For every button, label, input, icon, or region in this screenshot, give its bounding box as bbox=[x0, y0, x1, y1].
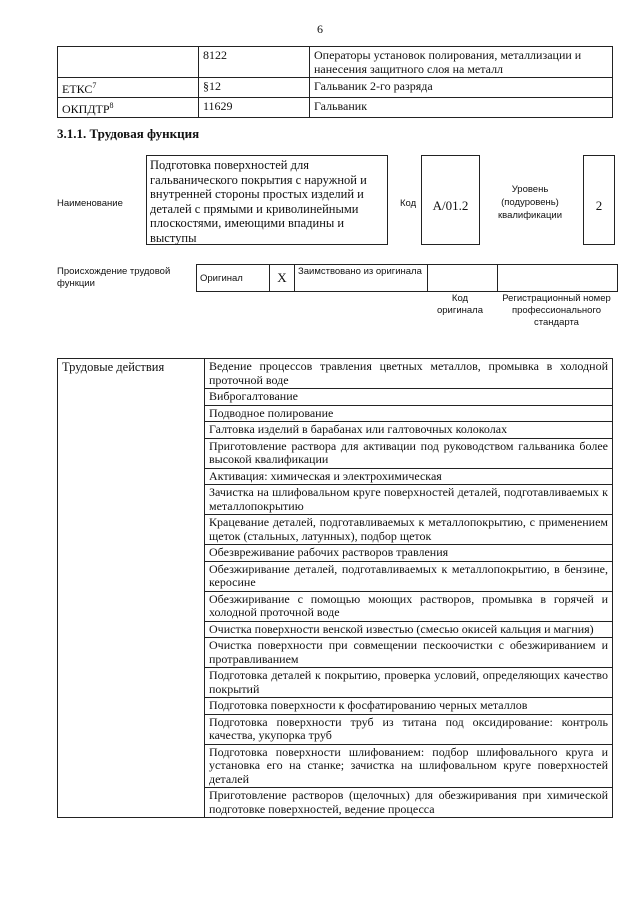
function-code-box: А/01.2 bbox=[421, 155, 480, 245]
labor-action: Активация: химическая и электрохимическая bbox=[205, 468, 613, 485]
borrowed-label: Заимствовано из оригинала bbox=[295, 265, 428, 292]
labor-action: Крацевание деталей, подготавливаемых к металлопокрытию, с применением щеток (стальных, латунных), подбор щеток bbox=[205, 515, 613, 545]
labor-action: Галтовка изделий в барабанах или галтовочных колоколах bbox=[205, 422, 613, 439]
occupation-codes-table bbox=[57, 46, 613, 118]
code-value: 11629 bbox=[199, 98, 310, 118]
footnote-mark: 7 bbox=[92, 81, 97, 90]
origin-label: Происхождение трудовой функции bbox=[57, 266, 171, 289]
original-code-caption: Код оригинала bbox=[436, 293, 483, 316]
code-system-label: ОКПДТР bbox=[62, 102, 110, 116]
footnote-mark: 8 bbox=[109, 101, 114, 110]
code-value: 8122 bbox=[199, 47, 310, 78]
name-label: Наименование bbox=[57, 198, 123, 209]
code-name: Операторы установок полирования, металлизации и нанесения защитного слоя на металл bbox=[310, 47, 613, 78]
code-system-label: ЕТКС bbox=[62, 82, 93, 96]
labor-action: Подготовка поверхности шлифованием: подбор шлифовального круга и установка его на станке; зачистка на шлифовальном круге поверхностей деталей bbox=[205, 744, 613, 788]
origin-table bbox=[196, 264, 618, 292]
labor-action: Подготовка поверхности к фосфатированию черных металлов bbox=[205, 698, 613, 715]
code-name: Гальваник 2-го разряда bbox=[310, 78, 613, 98]
code-system-cell bbox=[58, 47, 199, 78]
labor-action: Очистка поверхности при совмещении пескоочистки с обезжириванием и протравливанием bbox=[205, 638, 613, 668]
labor-action: Очистка поверхности венской известью (смесью окисей кальция и магния) bbox=[205, 621, 613, 638]
section-title: 3.1.1. Трудовая функция bbox=[57, 126, 200, 141]
table-row bbox=[58, 47, 613, 78]
code-system-cell bbox=[58, 78, 199, 98]
labor-action: Обезвреживание рабочих растворов травления bbox=[205, 545, 613, 562]
labor-actions-table bbox=[57, 358, 613, 818]
code-system-cell bbox=[58, 98, 199, 118]
labor-actions-heading: Трудовые действия bbox=[58, 359, 205, 818]
labor-action: Подготовка деталей к покрытию, проверка условий, определяющих качество покрытий bbox=[205, 668, 613, 698]
qualification-level-label: Уровень (подуровень) квалификации bbox=[497, 184, 563, 221]
labor-action: Обезжиривание деталей, подготавливаемых к металлопокрытию, в бензине, керосине bbox=[205, 561, 613, 591]
table-row bbox=[58, 98, 613, 118]
code-name: Гальваник bbox=[310, 98, 613, 118]
original-label: Оригинал bbox=[197, 265, 270, 292]
labor-action: Обезжиривание с помощью моющих растворов, промывка в горячей и холодной проточной воде bbox=[205, 591, 613, 621]
page-number: 6 bbox=[317, 22, 323, 36]
labor-action: Приготовление раствора для активации под руководством гальваника более высокой квалификации bbox=[205, 438, 613, 468]
original-code-cell bbox=[428, 265, 498, 292]
table-row bbox=[58, 78, 613, 98]
labor-action: Подготовка поверхности труб из титана под оксидирование: контроль качества, укупорка труб bbox=[205, 714, 613, 744]
code-label: Код bbox=[400, 198, 417, 209]
registration-number-cell bbox=[498, 265, 618, 292]
function-name-box: Подготовка поверхностей для гальванического покрытия с наружной и внутренней стороны простых изделий и деталей с прямыми и криволинейными плоскостями, имеющими впадины и выступы bbox=[146, 155, 388, 245]
labor-action: Виброгалтование bbox=[205, 389, 613, 406]
table-row bbox=[58, 359, 613, 389]
labor-action: Подводное полирование bbox=[205, 405, 613, 422]
table-row bbox=[197, 265, 618, 292]
code-value: §12 bbox=[199, 78, 310, 98]
labor-action: Зачистка на шлифовальном круге поверхностей деталей, подготавливаемых к металлопокрытию bbox=[205, 485, 613, 515]
labor-action: Ведение процессов травления цветных металлов, промывка в холодной проточной воде bbox=[205, 359, 613, 389]
qualification-level-box: 2 bbox=[583, 155, 615, 245]
original-mark: X bbox=[270, 265, 295, 292]
labor-action: Приготовление растворов (щелочных) для обезжиривания при химической подготовке поверхностей, ведение процесса bbox=[205, 788, 613, 818]
registration-number-caption: Регистрационный номер профессионального стандарта bbox=[502, 293, 611, 328]
